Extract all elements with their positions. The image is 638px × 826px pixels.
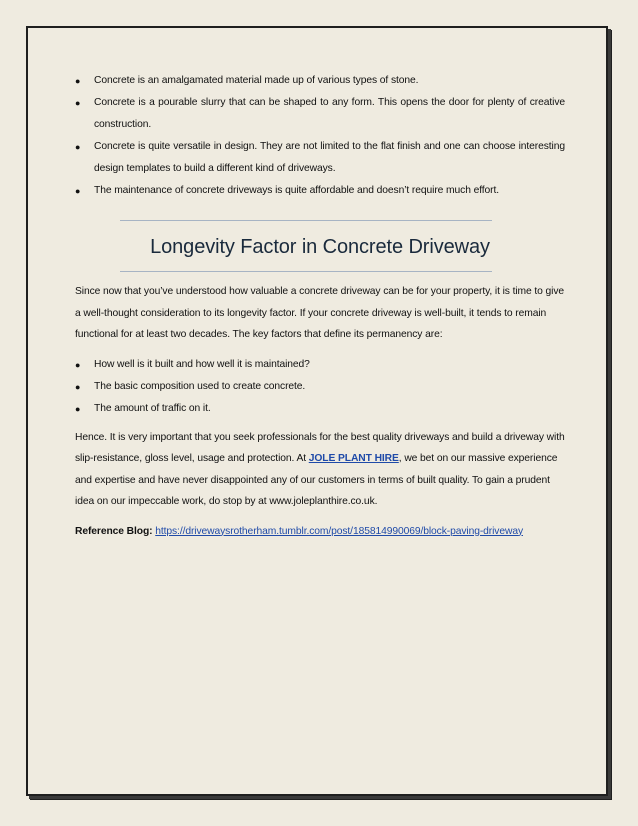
intro-paragraph: Since now that you’ve understood how valuable a concrete driveway can be for your property, it is time to give a well-thought consideration to its longevity factor. If your concrete driveway is well-built, it tends to remain functional for at least two decades. The key factors that define its permanency are:: [75, 286, 565, 340]
bullet-icon: ●: [75, 98, 81, 108]
list-item: [75, 376, 565, 398]
benefits-list: [75, 70, 565, 202]
bullet-icon: ●: [75, 359, 81, 370]
reference-label: Reference Blog:: [75, 525, 156, 537]
list-item: [75, 136, 565, 180]
list-item: [75, 92, 565, 136]
list-item-text: Concrete is a pourable slurry that can be shaped to any form. This opens the door for plenty of creative construction.: [94, 97, 565, 130]
list-item-text: Concrete is quite versatile in design. They are not limited to the flat finish and one can choose interesting design templates to build a different kind of driveways.: [94, 141, 565, 174]
list-item-text: The maintenance of concrete driveways is quite affordable and doesn’t require much effort.: [94, 185, 500, 196]
reference-line: [75, 521, 565, 543]
bullet-icon: ●: [75, 142, 81, 152]
list-item: [75, 70, 565, 92]
heading-top-rule: [120, 220, 492, 221]
document-body: [75, 70, 565, 542]
list-item-text: The basic composition used to create concrete.: [94, 380, 306, 392]
list-item-text: How well is it built and how well it is maintained?: [94, 358, 310, 370]
bullet-icon: ●: [75, 76, 81, 86]
closing-paragraph: [75, 427, 565, 513]
list-item-text: Concrete is an amalgamated material made up of various types of stone.: [94, 75, 419, 86]
closing-text-end: , we bet on our massive experience and expertise and have never disappointed any of our customers in terms of built quality. To gain a prudent idea on our impeccable work, do stop by at www.joleplanthire.co.uk.: [75, 453, 558, 507]
bullet-icon: ●: [75, 403, 81, 414]
factors-list: [75, 354, 565, 420]
list-item: [75, 180, 565, 202]
closing-text-start: Hence. It is very important that you seek professionals for the best quality driveways and build a driveway with slip-resistance, gloss level, usage and protection. At: [75, 431, 565, 464]
bullet-icon: ●: [75, 186, 81, 196]
list-item: [75, 398, 565, 420]
section-heading: Longevity Factor in Concrete Driveway: [150, 236, 490, 258]
reference-link[interactable]: https://drivewaysrotherham.tumblr.com/post/185814990069/block-paving-driveway: [155, 525, 523, 537]
list-item-text: The amount of traffic on it.: [94, 402, 211, 414]
list-item: [75, 354, 565, 376]
bullet-icon: ●: [75, 381, 81, 392]
company-link[interactable]: JOLE PLANT HIRE: [308, 453, 399, 464]
